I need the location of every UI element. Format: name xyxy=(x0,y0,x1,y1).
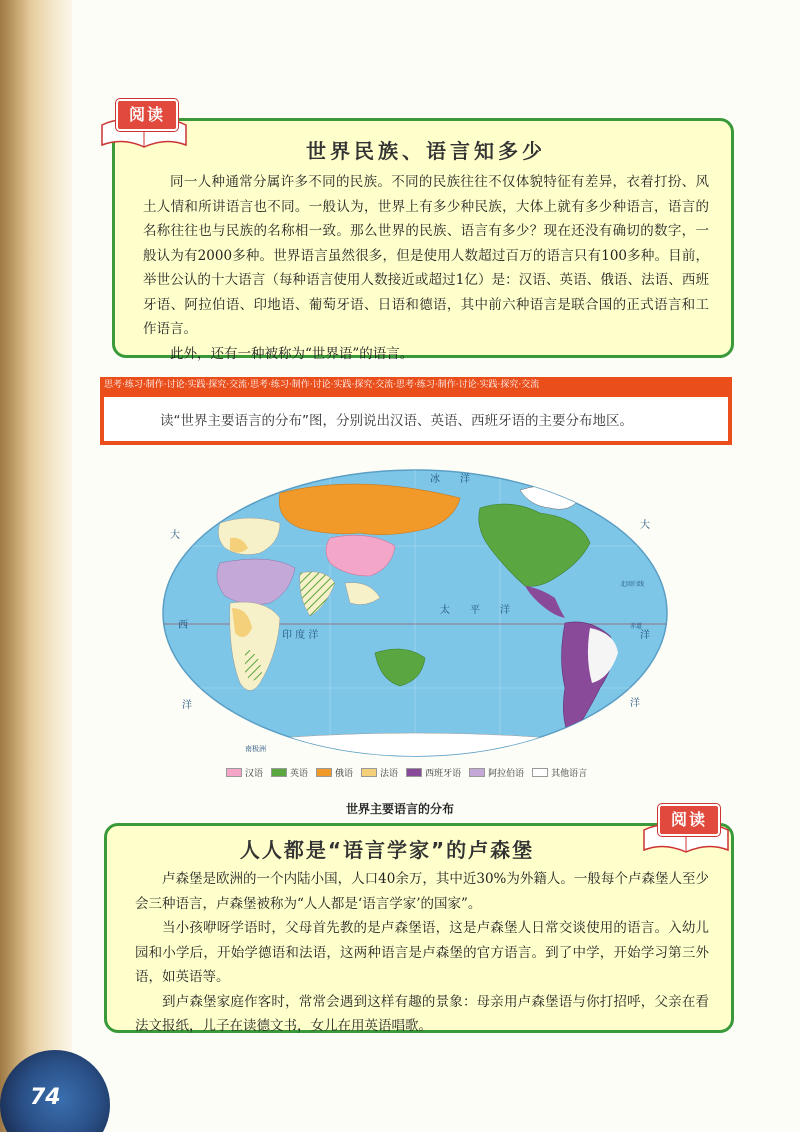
map-legend xyxy=(226,766,587,779)
ocean-label: 洋 xyxy=(460,474,470,485)
legend-swatch xyxy=(469,768,485,777)
ocean-label: 南极洲 xyxy=(245,745,266,753)
legend-item: 汉语 xyxy=(226,766,263,779)
ocean-label: 印 度 洋 xyxy=(282,630,319,641)
ocean-label: 西 xyxy=(178,620,188,631)
practice-strip: 思考·练习·制作·讨论·实践·探究·交流·思考·练习·制作·讨论·实践·探究·交流·思考·练习·制作·讨论·实践·探究·交流 xyxy=(100,377,732,393)
ocean-label: 大 xyxy=(640,520,650,531)
box-title: 世界民族、语言知多少 xyxy=(306,139,546,163)
badge-label: 阅读 xyxy=(116,99,178,131)
page-number: 74 xyxy=(30,1085,61,1110)
box-paragraph: 当小孩咿呀学语时，父母首先教的是卢森堡语，这是卢森堡人日常交谈使用的语言。入幼儿园和小学后，开始学德语和法语，这两种语言是卢森堡的官方语言。到了中学，开始学习第三外语，如英语等。 xyxy=(135,920,709,985)
ocean-label: 北回归线 xyxy=(620,581,645,588)
map-caption: 世界主要语言的分布 xyxy=(345,802,454,816)
legend-item: 其他语言 xyxy=(532,766,587,779)
box-paragraph: 到卢森堡家庭作客时，常常会遇到这样有趣的景象：母亲用卢森堡语与你打招呼，父亲在看法文报纸，儿子在读德文书，女儿在用英语唱歌。 xyxy=(135,993,709,1034)
ocean-label: 大 xyxy=(170,530,180,541)
legend-swatch xyxy=(406,768,422,777)
badge-label: 阅读 xyxy=(658,804,720,836)
legend-swatch xyxy=(361,768,377,777)
ocean-label: 太 xyxy=(440,605,450,616)
reading-badge xyxy=(640,800,732,858)
practice-question: 读“世界主要语言的分布”图，分别说出汉语、英语、西班牙语的主要分布地区。 xyxy=(160,413,633,429)
russian-region xyxy=(279,484,460,535)
box-paragraph: 此外，还有一种被称为“世界语”的语言。 xyxy=(170,345,414,362)
ocean-label: 洋 xyxy=(630,698,640,709)
reading-box-languages xyxy=(112,118,734,362)
ocean-label: 冰 xyxy=(430,474,440,485)
legend-item: 阿拉伯语 xyxy=(469,766,524,779)
ocean-label: 赤道 xyxy=(630,623,643,630)
map-svg xyxy=(160,468,670,758)
ocean-label: 洋 xyxy=(182,700,192,711)
spine-shadow xyxy=(0,0,30,1132)
legend-item: 西班牙语 xyxy=(406,766,461,779)
ocean-label: 平 xyxy=(470,605,480,616)
legend-swatch xyxy=(271,768,287,777)
legend-item: 英语 xyxy=(271,766,308,779)
world-language-map xyxy=(160,468,670,758)
legend-item: 法语 xyxy=(361,766,398,779)
box-title: 人人都是“语言学家”的卢森堡 xyxy=(239,838,535,862)
box-paragraph: 同一人种通常分属许多不同的民族。不同的民族往往不仅体貌特征有差异，衣着打扮、风土人情和所讲语言也不同。一般认为，世界上有多少种民族，大体上就有多少种语言，语言的名称往往也与民族的名称相一致。那么世界的民族、语言有多少？现在还没有确切的数字，一般认为有2000多种。世界语言虽然很多，但是使用人数超过百万的语言只有100多种。目前，举世公认的十大语言（每种语言使用人数接近或超过1亿）是：汉语、英语、俄语、法语、西班牙语、阿拉伯语、印地语、葡萄牙语、日语和德语，其中前六种语言是联合国的正式语言和工作语言。 xyxy=(143,174,709,337)
practice-box xyxy=(100,393,732,445)
legend-swatch xyxy=(226,768,242,777)
box-paragraph: 卢森堡是欧洲的一个内陆小国，人口40余万，其中近30%为外籍人。一般每个卢森堡人至少会三种语言，卢森堡被称为“人人都是‘语言学家’的国家”。 xyxy=(135,871,709,912)
ocean-label: 洋 xyxy=(500,605,510,616)
ocean-label: 洋 xyxy=(640,630,650,641)
legend-swatch xyxy=(316,768,332,777)
legend-swatch xyxy=(532,768,548,777)
legend-item: 俄语 xyxy=(316,766,353,779)
reading-badge xyxy=(98,95,190,153)
